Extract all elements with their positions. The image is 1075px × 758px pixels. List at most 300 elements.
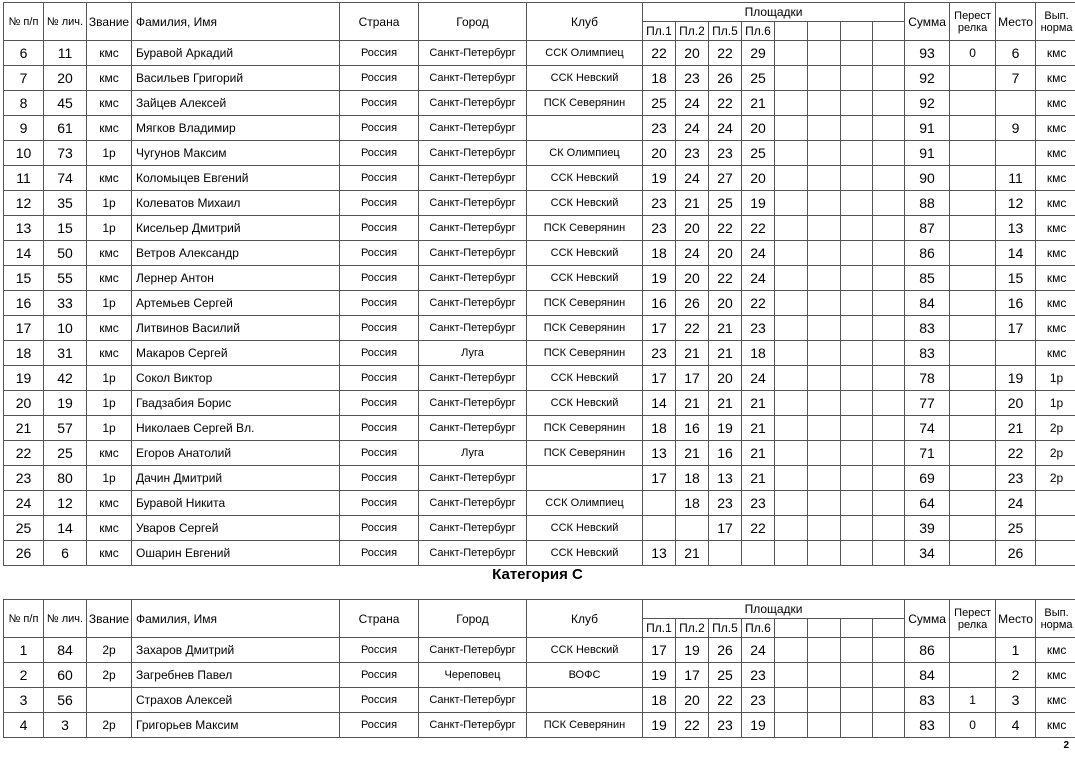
range-2-score: 22: [676, 713, 709, 738]
range-6-score: 24: [742, 266, 775, 291]
table-header: [4, 3, 1075, 41]
norm: 2р: [1036, 466, 1075, 491]
table-row: [4, 491, 1075, 516]
city: Санкт-Петербург: [419, 688, 527, 713]
range-5-score: 22: [709, 216, 742, 241]
row-num: 15: [4, 266, 44, 291]
range-empty-cell: [841, 416, 873, 441]
range-empty-cell: [841, 191, 873, 216]
total-score: 39: [905, 516, 950, 541]
range-empty-cell: [841, 516, 873, 541]
range-2-score: 19: [676, 638, 709, 663]
row-num: 13: [4, 216, 44, 241]
athlete-name: Гвадзабия Борис: [132, 391, 340, 416]
row-num: 9: [4, 116, 44, 141]
rank: 1р: [87, 366, 132, 391]
athlete-name: Кисельер Дмитрий: [132, 216, 340, 241]
table-row: [4, 266, 1075, 291]
club: ССК Невский: [527, 638, 643, 663]
header-range-2: Пл.2: [676, 619, 709, 638]
range-empty-cell: [873, 416, 905, 441]
rank: 1р: [87, 216, 132, 241]
athlete-name: Захаров Дмитрий: [132, 638, 340, 663]
range-2-score: 24: [676, 241, 709, 266]
range-1-score: 18: [643, 688, 676, 713]
table-row: [4, 366, 1075, 391]
table-row: [4, 713, 1075, 738]
rank: кмс: [87, 91, 132, 116]
range-empty-cell: [808, 291, 841, 316]
header-ranges: Площадки: [643, 600, 905, 619]
norm: кмс: [1036, 316, 1075, 341]
country: Россия: [340, 391, 419, 416]
norm: [1036, 541, 1075, 566]
shootoff: [950, 291, 996, 316]
place: 6: [996, 41, 1036, 66]
club: ПСК Северянин: [527, 316, 643, 341]
range-empty-cell: [775, 441, 808, 466]
total-score: 86: [905, 638, 950, 663]
club: ВОФС: [527, 663, 643, 688]
athlete-name: Ветров Александр: [132, 241, 340, 266]
range-empty-cell: [808, 141, 841, 166]
country: Россия: [340, 416, 419, 441]
range-1-score: 17: [643, 638, 676, 663]
place: 1: [996, 638, 1036, 663]
range-empty-cell: [841, 663, 873, 688]
place: 9: [996, 116, 1036, 141]
range-empty-cell: [775, 41, 808, 66]
range-1-score: 23: [643, 191, 676, 216]
country: Россия: [340, 466, 419, 491]
athlete-name: Мягков Владимир: [132, 116, 340, 141]
range-6-score: 22: [742, 216, 775, 241]
shootoff: [950, 91, 996, 116]
range-6-score: 24: [742, 366, 775, 391]
range-empty-cell: [841, 241, 873, 266]
license-num: 3: [44, 713, 87, 738]
city: Санкт-Петербург: [419, 516, 527, 541]
header-num: № п/п: [4, 3, 44, 41]
range-empty-cell: [841, 316, 873, 341]
range-empty-cell: [873, 466, 905, 491]
range-empty-cell: [775, 266, 808, 291]
norm: [1036, 491, 1075, 516]
place: 15: [996, 266, 1036, 291]
norm: кмс: [1036, 341, 1075, 366]
range-1-score: 23: [643, 116, 676, 141]
shootoff: [950, 191, 996, 216]
row-num: 22: [4, 441, 44, 466]
total-score: 34: [905, 541, 950, 566]
header-rank: Звание: [87, 600, 132, 638]
range-empty-cell: [808, 663, 841, 688]
range-empty-cell: [841, 291, 873, 316]
athlete-name: Григорьев Максим: [132, 713, 340, 738]
range-5-score: 23: [709, 491, 742, 516]
range-empty-cell: [873, 663, 905, 688]
total-score: 83: [905, 688, 950, 713]
norm: кмс: [1036, 713, 1075, 738]
city: Санкт-Петербург: [419, 466, 527, 491]
range-empty-cell: [808, 491, 841, 516]
norm: кмс: [1036, 116, 1075, 141]
range-2-score: 21: [676, 441, 709, 466]
license-num: 11: [44, 41, 87, 66]
range-empty-cell: [775, 116, 808, 141]
range-empty-cell: [808, 466, 841, 491]
place: 3: [996, 688, 1036, 713]
row-num: 7: [4, 66, 44, 91]
place: 7: [996, 66, 1036, 91]
rank: 1р: [87, 141, 132, 166]
total-score: 84: [905, 291, 950, 316]
range-empty-cell: [775, 216, 808, 241]
country: Россия: [340, 441, 419, 466]
shootoff: [950, 116, 996, 141]
range-5-score: 20: [709, 241, 742, 266]
total-score: 64: [905, 491, 950, 516]
norm: кмс: [1036, 241, 1075, 266]
range-empty-cell: [808, 91, 841, 116]
place: 12: [996, 191, 1036, 216]
range-empty-cell: [841, 116, 873, 141]
range-empty-cell: [808, 41, 841, 66]
range-1-score: 17: [643, 316, 676, 341]
city: Санкт-Петербург: [419, 141, 527, 166]
rank: кмс: [87, 491, 132, 516]
total-score: 91: [905, 141, 950, 166]
city: Санкт-Петербург: [419, 216, 527, 241]
range-6-score: 29: [742, 41, 775, 66]
norm: кмс: [1036, 41, 1075, 66]
table-row: [4, 66, 1075, 91]
range-5-score: 22: [709, 266, 742, 291]
city: Луга: [419, 441, 527, 466]
rank: кмс: [87, 241, 132, 266]
range-5-score: 22: [709, 41, 742, 66]
range-6-score: 23: [742, 663, 775, 688]
table-row: [4, 663, 1075, 688]
rank: [87, 688, 132, 713]
place: 22: [996, 441, 1036, 466]
range-6-score: 21: [742, 441, 775, 466]
range-5-score: 24: [709, 116, 742, 141]
range-6-score: 22: [742, 291, 775, 316]
license-num: 31: [44, 341, 87, 366]
header-range-empty: [841, 22, 873, 41]
range-5-score: 16: [709, 441, 742, 466]
range-empty-cell: [841, 166, 873, 191]
shootoff: 0: [950, 41, 996, 66]
range-5-score: 13: [709, 466, 742, 491]
range-empty-cell: [808, 441, 841, 466]
license-num: 19: [44, 391, 87, 416]
range-6-score: 21: [742, 466, 775, 491]
country: Россия: [340, 41, 419, 66]
header-range-6: Пл.6: [742, 22, 775, 41]
country: Россия: [340, 216, 419, 241]
range-empty-cell: [873, 391, 905, 416]
license-num: 73: [44, 141, 87, 166]
norm: кмс: [1036, 663, 1075, 688]
row-num: 14: [4, 241, 44, 266]
range-empty-cell: [841, 466, 873, 491]
license-num: 14: [44, 516, 87, 541]
shootoff: [950, 491, 996, 516]
range-2-score: 24: [676, 166, 709, 191]
place: 14: [996, 241, 1036, 266]
country: Россия: [340, 541, 419, 566]
norm: кмс: [1036, 166, 1075, 191]
range-empty-cell: [775, 391, 808, 416]
header-range-empty: [873, 22, 905, 41]
range-5-score: 20: [709, 291, 742, 316]
country: Россия: [340, 241, 419, 266]
header-range-5: Пл.5: [709, 22, 742, 41]
table-row: [4, 91, 1075, 116]
athlete-name: Николаев Сергей Вл.: [132, 416, 340, 441]
range-empty-cell: [775, 141, 808, 166]
table-row: [4, 191, 1075, 216]
range-empty-cell: [808, 541, 841, 566]
range-5-score: 23: [709, 713, 742, 738]
range-2-score: 24: [676, 91, 709, 116]
header-range-empty: [808, 22, 841, 41]
athlete-name: Дачин Дмитрий: [132, 466, 340, 491]
range-2-score: 24: [676, 116, 709, 141]
range-2-score: 20: [676, 216, 709, 241]
shootoff: [950, 366, 996, 391]
table-row: [4, 41, 1075, 66]
range-empty-cell: [873, 266, 905, 291]
license-num: 74: [44, 166, 87, 191]
range-5-score: 22: [709, 688, 742, 713]
range-empty-cell: [841, 491, 873, 516]
city: Санкт-Петербург: [419, 291, 527, 316]
license-num: 33: [44, 291, 87, 316]
range-empty-cell: [841, 638, 873, 663]
range-1-score: 13: [643, 441, 676, 466]
place: 2: [996, 663, 1036, 688]
table-row: [4, 688, 1075, 713]
shootoff: [950, 541, 996, 566]
norm: кмс: [1036, 191, 1075, 216]
header-city: Город: [419, 600, 527, 638]
city: Санкт-Петербург: [419, 391, 527, 416]
range-empty-cell: [841, 216, 873, 241]
range-6-score: [742, 541, 775, 566]
license-num: 25: [44, 441, 87, 466]
license-num: 57: [44, 416, 87, 441]
row-num: 17: [4, 316, 44, 341]
club: ПСК Северянин: [527, 441, 643, 466]
header-shootoff: Перест релка: [950, 3, 996, 41]
city: Луга: [419, 341, 527, 366]
country: Россия: [340, 66, 419, 91]
range-2-score: 17: [676, 366, 709, 391]
range-6-score: 19: [742, 713, 775, 738]
range-empty-cell: [775, 291, 808, 316]
country: Россия: [340, 266, 419, 291]
norm: [1036, 516, 1075, 541]
country: Россия: [340, 663, 419, 688]
club: СК Олимпиец: [527, 141, 643, 166]
range-empty-cell: [873, 91, 905, 116]
range-1-score: 16: [643, 291, 676, 316]
range-empty-cell: [808, 216, 841, 241]
range-empty-cell: [873, 638, 905, 663]
range-empty-cell: [808, 191, 841, 216]
range-empty-cell: [808, 116, 841, 141]
city: Санкт-Петербург: [419, 241, 527, 266]
city: Санкт-Петербург: [419, 166, 527, 191]
club: [527, 688, 643, 713]
country: Россия: [340, 116, 419, 141]
row-num: 25: [4, 516, 44, 541]
athlete-name: Чугунов Максим: [132, 141, 340, 166]
shootoff: [950, 441, 996, 466]
range-empty-cell: [873, 366, 905, 391]
range-1-score: 25: [643, 91, 676, 116]
rank: 2р: [87, 663, 132, 688]
row-num: 21: [4, 416, 44, 441]
range-empty-cell: [873, 41, 905, 66]
range-1-score: 19: [643, 713, 676, 738]
country: Россия: [340, 91, 419, 116]
row-num: 2: [4, 663, 44, 688]
license-num: 61: [44, 116, 87, 141]
header-city: Город: [419, 3, 527, 41]
city: Санкт-Петербург: [419, 66, 527, 91]
total-score: 88: [905, 191, 950, 216]
table-row: [4, 391, 1075, 416]
range-empty-cell: [808, 638, 841, 663]
row-num: 12: [4, 191, 44, 216]
range-2-score: 26: [676, 291, 709, 316]
license-num: 35: [44, 191, 87, 216]
range-2-score: [676, 516, 709, 541]
range-empty-cell: [775, 663, 808, 688]
header-name: Фамилия, Имя: [132, 3, 340, 41]
range-empty-cell: [775, 416, 808, 441]
city: Санкт-Петербург: [419, 91, 527, 116]
range-2-score: 20: [676, 41, 709, 66]
athlete-name: Колеватов Михаил: [132, 191, 340, 216]
range-empty-cell: [775, 316, 808, 341]
range-6-score: 21: [742, 416, 775, 441]
total-score: 69: [905, 466, 950, 491]
country: Россия: [340, 491, 419, 516]
range-2-score: 23: [676, 141, 709, 166]
header-club: Клуб: [527, 3, 643, 41]
city: Санкт-Петербург: [419, 416, 527, 441]
club: ПСК Северянин: [527, 713, 643, 738]
header-range-empty: [775, 619, 808, 638]
rank: кмс: [87, 66, 132, 91]
range-6-score: 23: [742, 491, 775, 516]
rank: кмс: [87, 266, 132, 291]
athlete-name: Егоров Анатолий: [132, 441, 340, 466]
country: Россия: [340, 688, 419, 713]
city: Санкт-Петербург: [419, 116, 527, 141]
club: ССК Невский: [527, 516, 643, 541]
license-num: 56: [44, 688, 87, 713]
range-1-score: 17: [643, 366, 676, 391]
city: Санкт-Петербург: [419, 541, 527, 566]
city: Санкт-Петербург: [419, 491, 527, 516]
range-1-score: 18: [643, 416, 676, 441]
range-6-score: 23: [742, 316, 775, 341]
city: Санкт-Петербург: [419, 366, 527, 391]
range-empty-cell: [775, 91, 808, 116]
range-6-score: 21: [742, 391, 775, 416]
header-range-5: Пл.5: [709, 619, 742, 638]
header-range-6: Пл.6: [742, 619, 775, 638]
norm: кмс: [1036, 266, 1075, 291]
norm: 2р: [1036, 416, 1075, 441]
rank: кмс: [87, 341, 132, 366]
rank: 2р: [87, 638, 132, 663]
range-empty-cell: [841, 541, 873, 566]
range-5-score: 26: [709, 66, 742, 91]
range-empty-cell: [841, 713, 873, 738]
range-empty-cell: [873, 291, 905, 316]
range-empty-cell: [873, 141, 905, 166]
total-score: 90: [905, 166, 950, 191]
range-2-score: 21: [676, 391, 709, 416]
range-empty-cell: [841, 266, 873, 291]
total-score: 92: [905, 91, 950, 116]
range-empty-cell: [873, 491, 905, 516]
range-empty-cell: [808, 713, 841, 738]
table-body: [4, 638, 1075, 738]
place: 11: [996, 166, 1036, 191]
range-empty-cell: [808, 416, 841, 441]
table-row: [4, 516, 1075, 541]
header-range-empty: [808, 619, 841, 638]
range-empty-cell: [841, 91, 873, 116]
range-1-score: 22: [643, 41, 676, 66]
rank: 2р: [87, 713, 132, 738]
shootoff: [950, 241, 996, 266]
shootoff: [950, 663, 996, 688]
total-score: 91: [905, 116, 950, 141]
range-2-score: 20: [676, 266, 709, 291]
total-score: 77: [905, 391, 950, 416]
total-score: 71: [905, 441, 950, 466]
athlete-name: Зайцев Алексей: [132, 91, 340, 116]
country: Россия: [340, 191, 419, 216]
country: Россия: [340, 291, 419, 316]
range-empty-cell: [841, 341, 873, 366]
club: ССК Невский: [527, 66, 643, 91]
range-2-score: 18: [676, 466, 709, 491]
range-empty-cell: [873, 688, 905, 713]
license-num: 84: [44, 638, 87, 663]
row-num: 26: [4, 541, 44, 566]
range-5-score: 21: [709, 391, 742, 416]
shootoff: [950, 66, 996, 91]
athlete-name: Ошарин Евгений: [132, 541, 340, 566]
license-num: 6: [44, 541, 87, 566]
club: [527, 466, 643, 491]
rank: 1р: [87, 391, 132, 416]
club: [527, 116, 643, 141]
range-6-score: 19: [742, 191, 775, 216]
range-empty-cell: [873, 341, 905, 366]
table-row: [4, 291, 1075, 316]
